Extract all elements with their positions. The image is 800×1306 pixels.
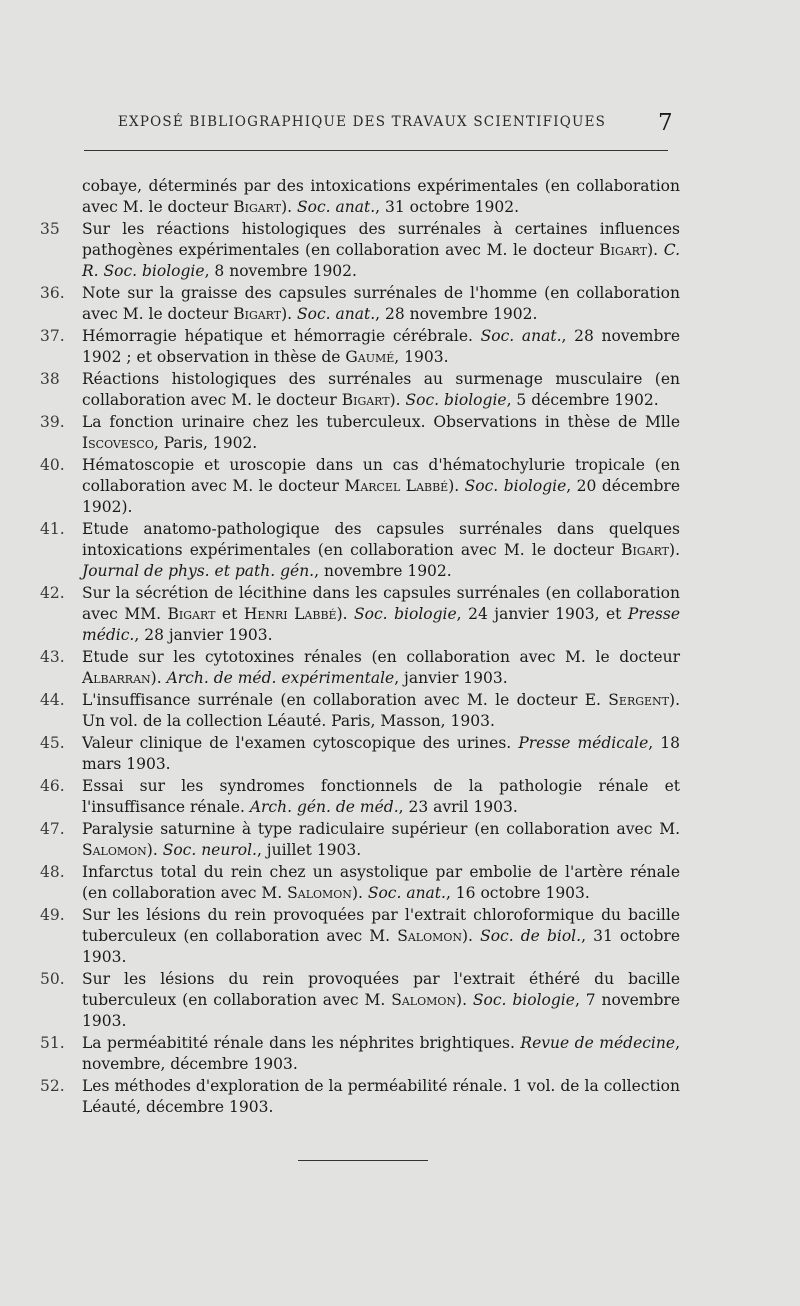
entry-text-segment: Hématoscopie et uroscopie dans un cas d'hématochylurie tropicale (en collaboration avec M. le docteur: [82, 456, 680, 495]
entry-number: 47.: [40, 820, 65, 838]
entry-text-segment: ).: [647, 241, 664, 259]
entry-number: 43.: [40, 648, 65, 666]
entry-text: [82, 733, 680, 775]
entry-text-segment: Réactions histologiques des surrénales au surmenage musculaire (en collaboration avec M. le docteur: [82, 370, 680, 409]
bibliography-entry: [40, 583, 680, 646]
entry-number: 36.: [40, 284, 65, 302]
entry-text-segment: Hémorragie hépatique et hémorragie cérébrale.: [82, 327, 481, 345]
author-name: Bigart: [233, 198, 282, 216]
entry-text: [82, 969, 680, 1032]
entry-text-segment: Infarctus total du rein chez un asystolique par embolie de l'artère rénale (en collaboration avec M.: [82, 863, 680, 902]
entry-text-segment: Les méthodes d'exploration de la perméabilité rénale. 1 vol. de la collection Léauté, décembre 1903.: [82, 1077, 680, 1116]
entry-text-segment: ).: [669, 541, 680, 559]
bibliography-entry: [40, 1076, 680, 1118]
bibliography-entry: [40, 905, 680, 968]
entry-text-segment: Sur les réactions histologiques des surrénales à certaines influences pathogènes expérimentales (en collaboration avec M. le docteur: [82, 220, 680, 259]
entry-text: [82, 369, 680, 411]
entry-text-segment: Paralysie saturnine à type radiculaire supérieur (en collaboration avec M.: [82, 820, 680, 838]
journal-title: Soc. anat.: [480, 327, 562, 345]
entry-text-segment: , 28 novembre 1902 ; et observation in thèse de: [82, 327, 680, 366]
journal-title: Soc. anat.: [367, 884, 446, 902]
entry-text-segment: , janvier 1903.: [394, 669, 508, 687]
author-name: Salomon: [397, 927, 462, 945]
entry-text-segment: , 31 octobre 1902.: [375, 198, 520, 216]
entry-text-segment: , 28 janvier 1903.: [134, 626, 273, 644]
entry-text-segment: ).: [462, 927, 481, 945]
journal-title: Arch. de méd. expérimentale: [166, 669, 395, 687]
entry-number: 50.: [40, 970, 65, 988]
entry-text: [82, 1076, 680, 1118]
author-name: Iscovesco: [82, 434, 154, 452]
entry-text-segment: Essai sur les syndromes fonctionnels de la pathologie rénale et l'insuffisance rénale.: [82, 777, 680, 816]
entry-text: [82, 519, 680, 582]
entry-number: [40, 176, 82, 218]
author-name: Bigart: [167, 605, 216, 623]
author-name: Bigart: [621, 541, 670, 559]
entry-text: [82, 862, 680, 904]
entry-text-segment: , juillet 1903.: [256, 841, 362, 859]
entry-text: [82, 690, 680, 732]
entry-text: [82, 905, 680, 968]
running-header-title: EXPOSÉ BIBLIOGRAPHIQUE DES TRAVAUX SCIENTIFIQUES: [118, 114, 607, 130]
entry-text-segment: Sur la sécrétion de lécithine dans les capsules surrénales (en collaboration avec MM.: [82, 584, 680, 623]
entry-text-segment: La fonction urinaire chez les tuberculeux. Observations in thèse de Mlle: [82, 413, 680, 431]
bibliography-entry: [40, 819, 680, 861]
bibliography-entry: [40, 283, 680, 325]
bibliography-entry: [40, 647, 680, 689]
journal-title: C. R. Soc. biologie: [82, 241, 680, 280]
journal-title: Revue de médecine: [520, 1034, 676, 1052]
entry-text: [82, 1033, 680, 1075]
entry-text-segment: , 7 novembre 1903.: [82, 991, 680, 1030]
entry-text-segment: , 8 novembre 1902.: [204, 262, 357, 280]
entry-text-segment: ). Un vol. de la collection Léauté. Paris, Masson, 1903.: [82, 691, 680, 730]
entry-text-segment: , 20 décembre 1902).: [82, 477, 681, 516]
entry-number: 46.: [40, 777, 65, 795]
author-name: Marcel Labbé: [344, 477, 449, 495]
author-name: Sergent: [608, 691, 670, 709]
journal-title: Soc. de biol.: [480, 927, 582, 945]
entry-text: [82, 283, 680, 325]
entry-text: [82, 219, 680, 282]
bibliography-entry: [40, 176, 680, 218]
entry-text: [82, 176, 680, 218]
footer-rule: [298, 1160, 428, 1161]
entry-number: 42.: [40, 584, 65, 602]
entry-text-segment: ).: [150, 669, 167, 687]
bibliography-entry: [40, 690, 680, 732]
entry-text: [82, 776, 680, 818]
entry-text-segment: Sur les lésions du rein provoquées par l'extrait chloroformique du bacille tuberculeux (en collaboration avec M.: [82, 906, 680, 945]
bibliography-entry: [40, 969, 680, 1032]
entry-text-segment: ).: [448, 477, 465, 495]
journal-title: Soc. biologie: [354, 605, 457, 623]
entry-text: [82, 647, 680, 689]
entry-number: 52.: [40, 1077, 65, 1095]
entry-text-segment: et: [215, 605, 244, 623]
entry-text: [82, 412, 680, 454]
entry-number: 41.: [40, 520, 65, 538]
author-name: Bigart: [599, 241, 648, 259]
entry-text: [82, 583, 680, 646]
entry-text-segment: , 23 avril 1903.: [398, 798, 518, 816]
journal-title: Presse médicale: [518, 734, 649, 752]
author-name: Gaumé: [345, 348, 395, 366]
entry-text-segment: Etude sur les cytotoxines rénales (en collaboration avec M. le docteur: [82, 648, 680, 666]
author-name: Henri Labbé: [243, 605, 337, 623]
journal-title: Soc. neurol.: [162, 841, 257, 859]
entry-number: 37.: [40, 327, 65, 345]
entry-text-segment: , 31 octobre 1903.: [82, 927, 681, 966]
entry-number: 38: [40, 370, 60, 388]
journal-title: Soc. anat.: [297, 305, 376, 323]
page-number: 7: [658, 110, 673, 136]
bibliography-entry: [40, 369, 680, 411]
entry-text-segment: ).: [146, 841, 163, 859]
entry-text-segment: Valeur clinique de l'examen cytoscopique des urines.: [82, 734, 519, 752]
entry-text-segment: , 28 novembre 1902.: [375, 305, 538, 323]
entry-text-segment: Note sur la graisse des capsules surrénales de l'homme (en collaboration avec M. le docteur: [82, 284, 680, 323]
entry-text-segment: La perméabitité rénale dans les néphrites brightiques.: [82, 1034, 521, 1052]
author-name: Albarran: [82, 669, 151, 687]
entry-text: [82, 819, 680, 861]
entry-number: 48.: [40, 863, 65, 881]
bibliography-entry: [40, 733, 680, 775]
entry-text-segment: cobaye, déterminés par des intoxications expérimentales (en collaboration avec M. le docteur: [82, 177, 680, 216]
entry-text-segment: ).: [351, 884, 368, 902]
author-name: Salomon: [82, 841, 147, 859]
author-name: Salomon: [287, 884, 352, 902]
bibliography-entry: [40, 326, 680, 368]
entry-text-segment: , 24 janvier 1903, et: [456, 605, 628, 623]
entry-text-segment: , Paris, 1902.: [153, 434, 258, 452]
journal-title: Presse médic.: [82, 605, 680, 644]
header-rule: [84, 150, 668, 151]
entry-text-segment: ).: [281, 198, 298, 216]
journal-title: Soc. anat.: [297, 198, 376, 216]
entry-text-segment: ).: [281, 305, 298, 323]
entry-text-segment: , novembre 1902.: [314, 562, 452, 580]
bibliography-entry: [40, 219, 680, 282]
entry-number: 39.: [40, 413, 65, 431]
entry-text-segment: , 16 octobre 1903.: [445, 884, 590, 902]
bibliography-entry: [40, 1033, 680, 1075]
journal-title: Soc. biologie: [472, 991, 575, 1009]
author-name: Salomon: [391, 991, 457, 1009]
entry-number: 40.: [40, 456, 65, 474]
entry-number: 35: [40, 220, 60, 238]
bibliography-list: [40, 176, 680, 1119]
entry-text-segment: ).: [389, 391, 406, 409]
entry-text: [82, 326, 680, 368]
author-name: Bigart: [233, 305, 282, 323]
entry-text-segment: , 5 décembre 1902.: [506, 391, 659, 409]
entry-text-segment: ).: [456, 991, 473, 1009]
journal-title: Journal de phys. et path. gén.: [82, 562, 315, 580]
journal-title: Soc. biologie: [464, 477, 567, 495]
journal-title: Arch. gén. de méd.: [249, 798, 399, 816]
entry-text-segment: , novembre, décembre 1903.: [82, 1034, 680, 1073]
entry-text-segment: Sur les lésions du rein provoquées par l'extrait éthéré du bacille tuberculeux (en collaboration avec M.: [82, 970, 680, 1009]
bibliography-entry: [40, 519, 680, 582]
entry-text: [82, 455, 680, 518]
entry-number: 45.: [40, 734, 65, 752]
entry-number: 51.: [40, 1034, 65, 1052]
entry-number: 44.: [40, 691, 65, 709]
bibliography-entry: [40, 862, 680, 904]
author-name: Bigart: [341, 391, 390, 409]
entry-text-segment: , 18 mars 1903.: [82, 734, 680, 773]
bibliography-entry: [40, 776, 680, 818]
entry-number: 49.: [40, 906, 65, 924]
entry-text-segment: L'insuffisance surrénale (en collaboration avec M. le docteur E.: [82, 691, 609, 709]
entry-text-segment: Etude anatomo-pathologique des capsules surrénales dans quelques intoxications expérimentales (en collaboration avec M. le docteur: [82, 520, 680, 559]
entry-text-segment: ).: [336, 605, 355, 623]
journal-title: Soc. biologie: [405, 391, 507, 409]
bibliography-entry: [40, 412, 680, 454]
bibliography-entry: [40, 455, 680, 518]
entry-text-segment: , 1903.: [394, 348, 449, 366]
